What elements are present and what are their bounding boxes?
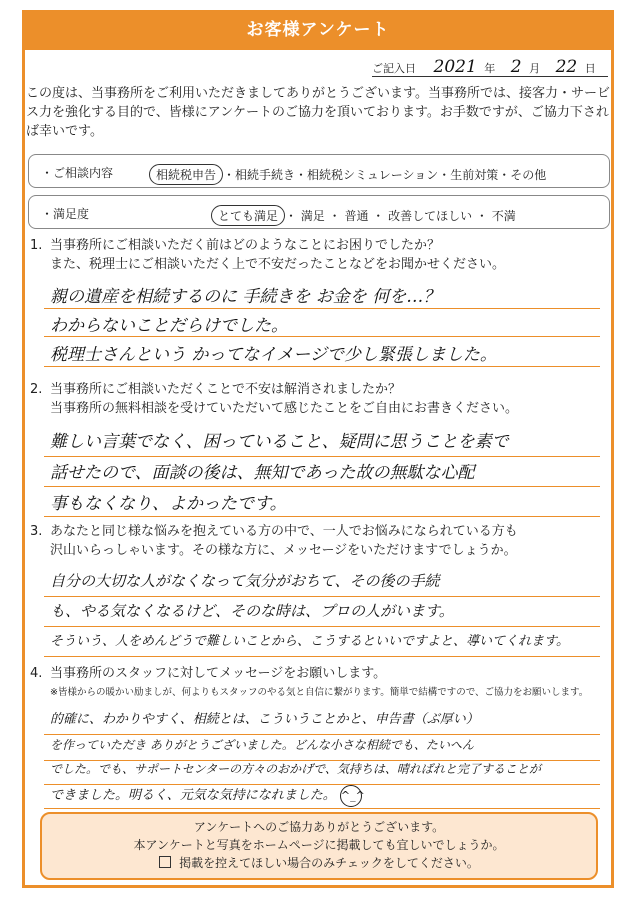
answer-line: 自分の大切な人がなくなって気分がおちて、その後の手続 bbox=[50, 572, 440, 590]
question-number: 1. bbox=[30, 238, 43, 253]
answer-line: 的確に、わかりやすく、相続とは、こういうことかと、申告書（ぶ厚い） bbox=[50, 712, 479, 727]
satisfaction-other-options: ・ 満足 ・ 普通 ・ 改善してほしい ・ 不満 bbox=[285, 209, 516, 223]
answer-line: 親の遺産を相続するのに 手続きを お金を 何を…？ bbox=[50, 287, 441, 307]
answer-line: を作っていただき ありがとうございました。どんな小さな相続でも、たいへん bbox=[50, 738, 474, 752]
smiley-face-icon: ^_^ bbox=[340, 785, 362, 807]
date-month: 2 bbox=[510, 57, 522, 77]
question-text: 当事務所のスタッフに対してメッセージをお願いします。 bbox=[50, 666, 387, 681]
consult-type-box[interactable] bbox=[28, 154, 610, 188]
answer-line: 難しい言葉でなく、困っていること、疑問に思うことを素で bbox=[50, 432, 509, 452]
date-underline bbox=[372, 76, 608, 77]
footer-question: 本アンケートと写真をホームページに掲載しても宜しいでしょうか。 bbox=[133, 838, 505, 852]
answer-line: できました。明るく、元気な気持になれました。 bbox=[50, 788, 336, 803]
question-text: 当事務所にご相談いただく前はどのようなことにお困りでしたか？ また、税理士にご相談いただく上で不安だったことなどをお聞かせください。 bbox=[50, 238, 506, 272]
question-number: 4. bbox=[30, 666, 43, 681]
consult-type-label: ・ご相談内容 bbox=[41, 166, 114, 180]
consent-row[interactable] bbox=[42, 854, 596, 872]
footer-thanks: アンケートへのご協力ありがとうございます。 bbox=[193, 820, 445, 834]
consent-checkbox-label: 掲載を控えてほしい場合のみチェックをしてください。 bbox=[179, 856, 479, 870]
answer-line: も、やる気なくなるけど、そのな時は、プロの人がいます。 bbox=[50, 602, 454, 620]
satisfaction-selected[interactable]: とても満足 bbox=[211, 205, 285, 226]
date-day-unit: 日 bbox=[584, 62, 596, 75]
date-row bbox=[372, 57, 596, 77]
date-year-unit: 年 bbox=[484, 62, 496, 75]
answer-line: わからないことだらけでした。 bbox=[50, 316, 288, 336]
question-text: 当事務所にご相談いただくことで不安は解消されましたか？ 当事務所の無料相談を受けていただいて感じたことをご自由にお書きください。 bbox=[50, 382, 519, 416]
answer-line: 事もなくなり、よかったです。 bbox=[50, 494, 287, 514]
question-number: 3. bbox=[30, 524, 43, 539]
answer-line: そういう、人をめんどうで難しいことから、こうするといいですよと、導いてくれます。 bbox=[50, 634, 569, 649]
date-label: ご記入日 bbox=[372, 62, 416, 75]
satisfaction-options bbox=[219, 205, 516, 226]
consult-type-other-options: ・相続手続き・相続税シミュレーション・生前対策・その他 bbox=[223, 168, 547, 182]
date-month-unit: 月 bbox=[529, 62, 541, 75]
date-year: 2021 bbox=[433, 57, 477, 77]
consult-type-selected[interactable]: 相続税申告 bbox=[149, 164, 223, 185]
date-day: 22 bbox=[555, 57, 578, 77]
answer-line-last bbox=[50, 784, 365, 807]
answer-line: 税理士さんという かってなイメージで少し緊張しました。 bbox=[50, 345, 497, 365]
question-4-note: ※皆様からの暖かい励ましが、何よりもスタッフのやる気と自信に繋がります。簡単で結構ですので、ご協力をお願いします。 bbox=[50, 687, 589, 698]
intro-text: この度は、当事務所をご利用いただきましてありがとうございます。当事務所では、接客力・サービス力を強化する目的で、皆様にアンケートのご協力を頂いております。お手数ですが、ご協力下されば幸いです。 bbox=[26, 86, 610, 139]
answer-line: 話せたので、面談の後は、無知であった故の無駄な心配 bbox=[50, 463, 475, 483]
satisfaction-label: ・満足度 bbox=[41, 207, 90, 221]
consult-type-options bbox=[157, 164, 546, 185]
question-text: あなたと同じ様な悩みを抱えている方の中で、一人でお悩みになられている方も 沢山いらっしゃいます。その様な方に、メッセージをいただけますでしょうか。 bbox=[50, 524, 518, 558]
question-number: 2. bbox=[30, 382, 43, 397]
consent-checkbox[interactable] bbox=[159, 856, 171, 868]
page-title: お客様アンケート bbox=[22, 10, 614, 50]
answer-line: でした。でも、サポートセンターの方々のおかげで、気持ちは、晴ればれと完了することが bbox=[50, 762, 541, 776]
consent-box bbox=[40, 812, 598, 880]
satisfaction-box[interactable] bbox=[28, 195, 610, 229]
